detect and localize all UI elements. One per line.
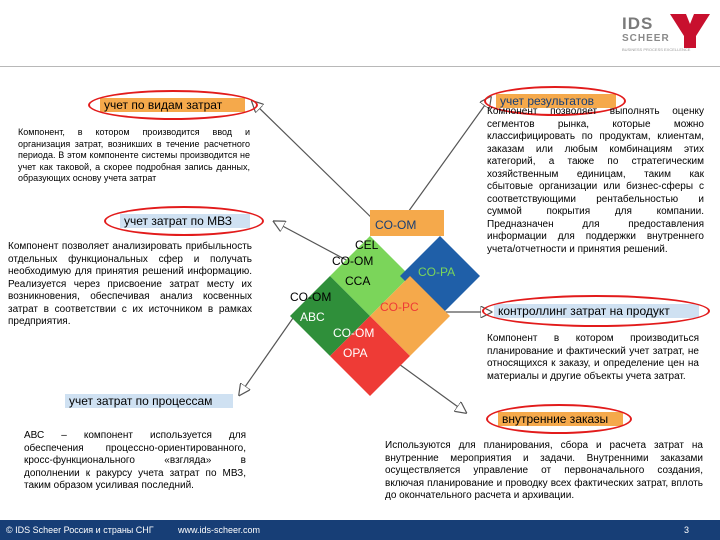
footer-bar: [0, 520, 720, 540]
ellipse-cost-types: [88, 90, 258, 120]
label-cost-centers: учет затрат по МВЗ: [120, 214, 250, 228]
footer-copyright: © IDS Scheer Россия и страны СНГ: [6, 525, 154, 535]
text-results: Компонент позволяет выполнять оценку сегментов рынка, которые можно классифицировать по продуктам, клиентам, заказам или любым комбинациям этих категорий, а также по стратегическим хозяйственным единицам, таким как сбытовые организации или бизнес-сферы с соответствующими рентабельностью и суммой покрытия для компании. Предназначен для предоставления информации для поддержки внутреннего учета/отчетности и принятия решений.: [487, 106, 704, 255]
arrow-to-cost-types: [253, 102, 380, 226]
label-processes: учет затрат по процессам: [65, 394, 233, 408]
text-cost-types: Компонент, в котором производится ввод и организация затрат, возникших в течение расчетного периода. В этом компоненте системы производится не учет как таковой, а скорее подробная запись данных, образующих основу учета затрат: [18, 127, 250, 183]
ellipse-internal-orders: [486, 404, 632, 434]
cel-label: CEL: [355, 238, 379, 252]
copc-label: CO-PC: [380, 300, 419, 314]
abc-label: ABC: [300, 310, 325, 324]
top-box-label: CO-OM: [375, 218, 417, 232]
coom-opa-label: CO-OM: [333, 326, 375, 340]
ellipse-product-controlling: [482, 295, 710, 327]
label-results: учет результатов: [496, 94, 616, 108]
text-product-controlling: Компонент в котором производиться планирование и фактический учет затрат, не относящихся к заказу, и определение цен на материалы и другие объекты учета затрат.: [487, 333, 699, 382]
label-cost-types: учет по видам затрат: [100, 98, 245, 112]
label-product-controlling: контроллинг затрат на продукт: [494, 304, 699, 318]
label-internal-orders: внутренние заказы: [498, 412, 623, 426]
text-processes: АВС – компонент используется для обеспечения процессно-ориентированного, кросс-функционального «взгляда» в дополнении к ракурсу учета затрат по МВЗ, таким образом усиливая последний.: [24, 430, 246, 491]
ids-scheer-logo: IDS SCHEER BUSINESS PROCESS EXCELLENCE: [622, 14, 712, 56]
ellipse-cost-centers: [104, 206, 264, 236]
footer-page-number: 3: [684, 525, 690, 535]
coom-abc-label: CO-OM: [290, 290, 332, 304]
footer-url[interactable]: www.ids-scheer.com: [178, 525, 261, 535]
text-internal-orders: Используются для планирования, сбора и расчета затрат на внутренние мероприятия и задачи. Внутренними заказами осуществляется управление от первоначального создания, включая планирование и проводку всех фактических затрат, вплоть до окончательного расчета и архивации.: [385, 440, 703, 501]
text-cost-centers: Компонент позволяет анализировать прибыльность отдельных функциональных сфер и получать необходимую для принятия решений информацию. Реализуется через присвоение затрат месту их возникновения, обеспечивая анализ косвенных затрат в соответствии с их источником в рамках предприятия.: [8, 241, 252, 327]
cca-label: CCA: [345, 274, 371, 288]
coom-cca-label: CO-OM: [332, 254, 374, 268]
copa-label: CO-PA: [418, 265, 456, 279]
opa-label: OPA: [343, 346, 368, 360]
